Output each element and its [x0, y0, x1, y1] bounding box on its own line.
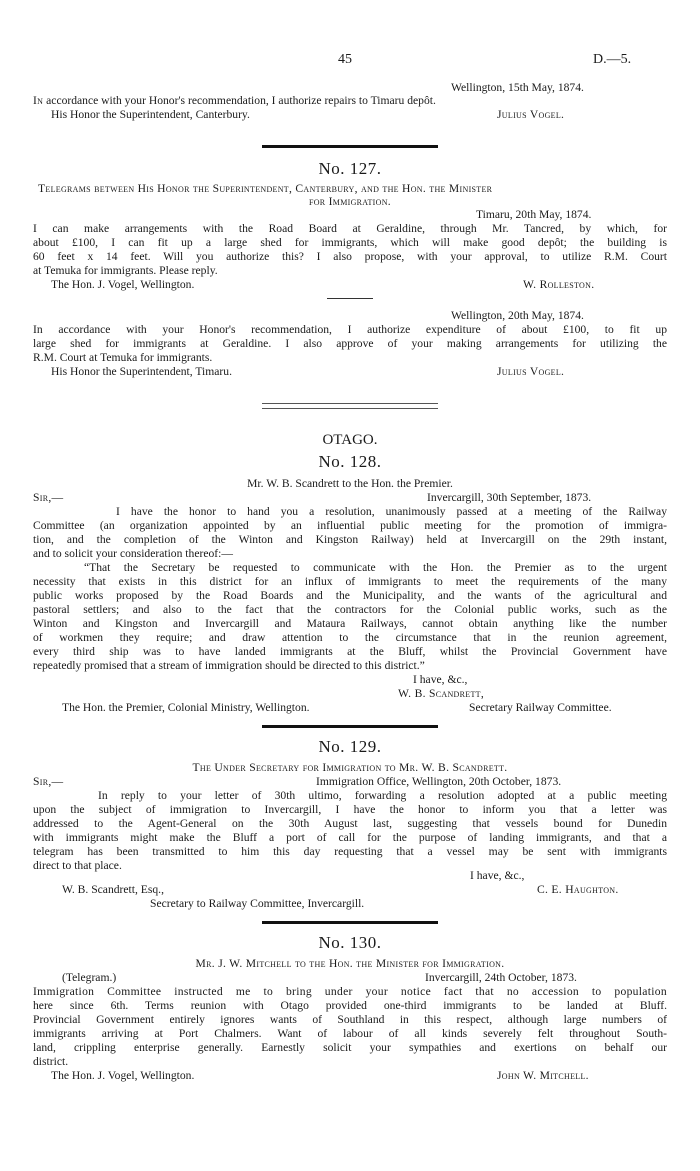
- letter-line: In reply to your letter of 30th ultimo, forwarding a resolution adopted at a public meeting: [98, 789, 667, 802]
- letter-date: Wellington, 15th May, 1874.: [451, 81, 584, 94]
- letter-line: pastoral settlers; and also to the fact that the contractors for the Colonial public works, such as the: [33, 603, 667, 616]
- letter-line: large shed for immigrants at Geraldine. I also approve of your making arrangements for utilizing the: [33, 337, 667, 350]
- document-number: No. 130.: [318, 933, 382, 952]
- letter-date: Immigration Office, Wellington, 20th October, 1873.: [316, 775, 562, 788]
- letter-line: “That the Secretary be requested to communicate with the Hon. the Premier as to the urgent: [84, 561, 667, 574]
- section-rule: [262, 921, 438, 924]
- lead-word: In: [33, 94, 44, 107]
- document-caption: The Under Secretary for Immigration to Mr. W. B. Scandrett.: [192, 761, 508, 774]
- telegram-label: (Telegram.): [62, 971, 117, 984]
- letter-body: [33, 94, 436, 108]
- document-number: No. 127.: [318, 159, 382, 178]
- letter-line: necessity that exists in this district for an influx of immigrants to meet the requirements of the many: [33, 575, 667, 588]
- document-caption: Mr. J. W. Mitchell to the Hon. the Minister for Immigration.: [195, 957, 505, 970]
- letter-line: Immigration Committee instructed me to bring under your notice fact that no accession to population: [33, 985, 667, 998]
- letter-line: at Temuka for immigrants. Please reply.: [33, 264, 218, 277]
- letter-line: I can make arrangements with the Road Board at Geraldine, through Mr. Tancred, by which, for: [33, 222, 667, 235]
- document-reference: D.—5.: [593, 52, 632, 67]
- letter-line: Winton and Kingston and Invercargill and Mataura Railways, cannot obtain anything like the number: [33, 617, 667, 630]
- letter-line: In accordance with your Honor's recommendation, I authorize expenditure of about £100, to fit up: [33, 323, 667, 336]
- letter-line: public works proposed by the Road Boards and the Municipality, and the wants of the agricultural and: [33, 589, 667, 602]
- signature: W. B. Scandrett,: [398, 687, 485, 700]
- closing: I have, &c.,: [470, 869, 525, 882]
- closing: I have, &c.,: [413, 673, 468, 686]
- addressee: His Honor the Superintendent, Timaru.: [51, 365, 232, 378]
- signature: Julius Vogel.: [497, 365, 565, 378]
- letter-line: with immigrants might make the Bluff a port of call for the purpose of landing immigrants, and that a: [33, 831, 667, 844]
- letter-date: Timaru, 20th May, 1874.: [476, 208, 592, 221]
- letter-line: Committee (an organization appointed by an influential public meeting for the promotion of immigra-: [33, 519, 667, 532]
- letter-line: R.M. Court at Temuka for immigrants.: [33, 351, 213, 364]
- addressee: The Hon. the Premier, Colonial Ministry, Wellington.: [62, 701, 310, 714]
- addressee: His Honor the Superintendent, Canterbury.: [51, 108, 250, 121]
- letter-date: Invercargill, 30th September, 1873.: [427, 491, 592, 504]
- letter-line: upon the subject of immigration to Invercargill, I have the honor to inform you that a letter was: [33, 803, 667, 816]
- letter-line: and to solicit your consideration thereof:—: [33, 547, 233, 560]
- letter-line: tion, and the completion of the Winton and Kingston Railway) held at Invercargill on the 29th instant,: [33, 533, 667, 546]
- signature: W. Rolleston.: [523, 278, 595, 291]
- double-rule: [262, 403, 438, 409]
- signature-title: Secretary Railway Committee.: [469, 701, 612, 714]
- addressee: W. B. Scandrett, Esq.,: [62, 883, 164, 896]
- section-rule: [262, 145, 438, 148]
- salutation: Sir,—: [33, 491, 64, 504]
- signature: Julius Vogel.: [497, 108, 565, 121]
- letter-line: I have the honor to hand you a resolution, unanimously passed at a meeting of the Railway: [116, 505, 667, 518]
- addressee: The Hon. J. Vogel, Wellington.: [51, 1069, 195, 1082]
- letter-line: every third ship was to have landed immigrants at the Bluff, whilst the Provincial Government have: [33, 645, 667, 658]
- letter-date: Wellington, 20th May, 1874.: [451, 309, 584, 322]
- addressee: The Hon. J. Vogel, Wellington.: [51, 278, 195, 291]
- letter-line: district.: [33, 1055, 69, 1068]
- letter-line: Provincial Government entirely ignores wants of Southland in this respect, although large numbers of: [33, 1013, 667, 1026]
- letter-line: 60 feet x 14 feet. Will you authorize this? I also propose, with your approval, to utilize R.M. Court: [33, 250, 667, 263]
- body-text: accordance with your Honor's recommendation, I authorize repairs to Timaru depôt.: [43, 94, 436, 107]
- letter-line: of workmen they require; and draw attention to the circumstance that in the reunion agreement,: [33, 631, 667, 644]
- letter-line: land, crippling enterprise generally. Earnestly solicit your sympathies and exertions on behalf our: [33, 1041, 667, 1054]
- document-caption-cont: for Immigration.: [308, 195, 392, 208]
- document-caption: Telegrams between His Honor the Superintendent, Canterbury, and the Hon. the Minister: [38, 182, 493, 195]
- page-number: 45: [338, 52, 352, 67]
- letter-line: here since 6th. Terms reunion with Otago provided one-third immigrants to be landed at Bluff.: [33, 999, 667, 1012]
- province-heading: OTAGO.: [322, 432, 378, 448]
- letter-line: telegram has been transmitted to him this day requesting that a vessel may be sent with immigrants: [33, 845, 667, 858]
- signature: John W. Mitchell.: [497, 1069, 589, 1082]
- document-number: No. 129.: [318, 737, 382, 756]
- document-number: No. 128.: [318, 452, 382, 471]
- letter-line: direct to that place.: [33, 859, 122, 872]
- letter-line: about £100, I can fit up a large shed for immigrants, which will make good depôt; the building is: [33, 236, 667, 249]
- divider: [327, 298, 373, 299]
- letter-line: addressed to the Agent-General on the 30th August last, suggesting that vessels bound for Dunedin: [33, 817, 667, 830]
- addressee-cont: Secretary to Railway Committee, Invercargill.: [150, 897, 365, 910]
- letter-date: Invercargill, 24th October, 1873.: [425, 971, 577, 984]
- letter-line: immigrants arriving at Port Chalmers. Want of labour of all kinds severely felt throughout South-: [33, 1027, 667, 1040]
- document-caption: Mr. W. B. Scandrett to the Hon. the Premier.: [247, 477, 453, 490]
- letter-line: repeatedly promised that a stream of immigration should be directed to this district.”: [33, 659, 425, 672]
- signature: C. E. Haughton.: [537, 883, 619, 896]
- salutation: Sir,—: [33, 775, 64, 788]
- section-rule: [262, 725, 438, 728]
